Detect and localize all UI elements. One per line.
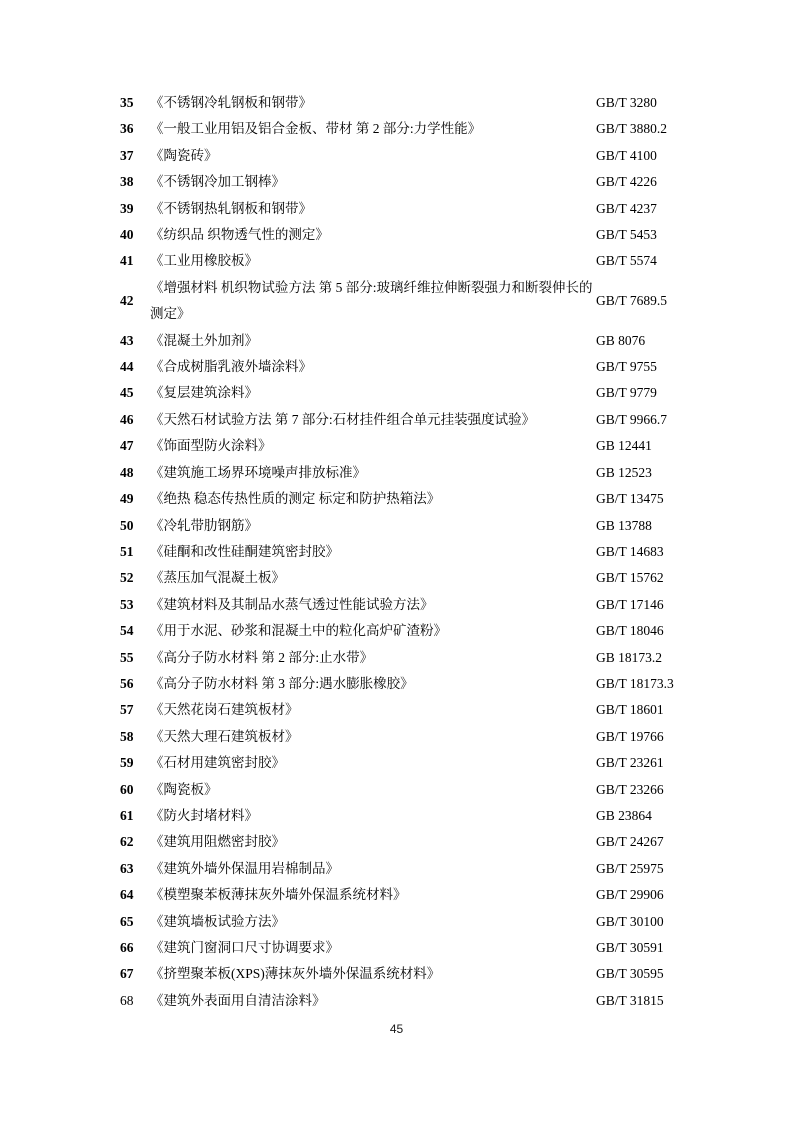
table-row [120,169,720,195]
standard-code: GB/T 30591 [596,940,664,955]
table-row [120,803,720,829]
table-row [120,724,720,750]
row-number: 42 [120,293,134,309]
page-number: 45 [389,1022,404,1036]
standard-code: GB 12523 [596,464,652,480]
standard-code: GB/T 18046 [596,623,664,639]
table-row [120,777,720,803]
standard-title: 《建筑用阻燃密封胶》 [150,834,285,850]
standard-code: GB 18173.2 [596,649,663,665]
standard-title: 《建筑外墙外保温用岩棉制品》 [150,860,339,876]
standard-code: GB/T 24267 [596,834,664,850]
table-row [120,460,720,486]
standard-title: 《饰面型防火涂料》 [150,438,272,454]
standard-code: GB/T 15762 [596,570,664,586]
standard-title: 《一般工业用铝及铝合金板、带材 第 2 部分:力学性能》 [150,121,482,137]
row-number: 36 [120,121,134,137]
standard-code: GB/T 3280 [596,95,657,110]
standard-title: 《增强材料 机织物试验方法 第 5 部分:玻璃纤维拉伸断裂强力和断裂伸长的测定》 [150,279,593,322]
row-number: 66 [120,940,134,955]
standard-title: 《绝热 稳态传热性质的测定 标定和防护热箱法》 [150,491,441,507]
row-number: 50 [120,517,134,533]
standard-title: 《混凝土外加剂》 [150,332,258,348]
standard-code: GB 23864 [596,807,652,823]
standard-title: 《天然花岗石建筑板材》 [150,702,299,718]
standard-code: GB/T 23261 [596,755,664,771]
standard-title: 《天然大理石建筑板材》 [150,728,299,744]
table-row [120,248,720,274]
table-row [120,433,720,459]
standard-code: GB/T 31815 [596,992,664,1008]
row-number: 68 [120,992,134,1008]
standards-list [120,90,720,1014]
standard-code: GB/T 4100 [596,147,657,163]
table-row [120,988,720,1014]
standard-title: 《高分子防水材料 第 2 部分:止水带》 [150,649,374,665]
standard-title: 《石材用建筑密封胶》 [150,755,285,771]
standard-code: GB/T 4226 [596,174,657,190]
row-number: 51 [120,543,134,559]
table-row [120,829,720,855]
table-row [120,697,720,723]
row-number: 47 [120,438,134,454]
standard-title: 《蒸压加气混凝土板》 [150,570,285,586]
standard-code: GB 13788 [596,517,652,533]
table-row [120,407,720,433]
table-row [120,222,720,248]
standard-title: 《建筑外表面用自清洁涂料》 [150,992,326,1008]
table-row [120,671,720,697]
standard-code: GB 12441 [596,438,652,454]
table-row [120,116,720,142]
standard-code: GB/T 5453 [596,227,657,243]
table-row [120,513,720,539]
row-number: 52 [120,570,134,586]
table-row [120,486,720,512]
row-number: 40 [120,227,134,243]
row-number: 38 [120,174,134,190]
row-number: 44 [120,359,134,375]
row-number: 48 [120,464,134,480]
row-number: 46 [120,411,134,427]
table-row [120,856,720,882]
row-number: 58 [120,728,134,744]
row-number: 60 [120,781,134,797]
standard-title: 《工业用橡胶板》 [150,253,258,269]
row-number: 56 [120,675,134,691]
standard-title: 《冷轧带肋钢筋》 [150,517,258,533]
table-row [120,539,720,565]
table-row [120,750,720,776]
standard-title: 《合成树脂乳液外墙涂料》 [150,359,312,375]
table-row [120,961,720,987]
page-footer [0,1020,793,1038]
row-number: 65 [120,913,134,929]
table-row [120,328,720,354]
row-number: 45 [120,385,134,401]
standard-code: GB/T 17146 [596,596,664,612]
standard-title: 《建筑门窗洞口尺寸协调要求》 [150,940,339,955]
row-number: 64 [120,887,134,903]
standard-code: GB/T 9755 [596,359,657,375]
standard-code: GB/T 9779 [596,385,657,401]
row-number: 62 [120,834,134,850]
table-row [120,882,720,908]
standard-title: 《建筑墙板试验方法》 [150,913,285,929]
standard-code: GB/T 3880.2 [596,121,668,137]
standard-title: 《不锈钢冷轧钢板和钢带》 [150,95,312,110]
standard-title: 《高分子防水材料 第 3 部分:遇水膨胀橡胶》 [150,675,414,691]
row-number: 37 [120,147,134,163]
table-row [120,935,720,961]
row-number: 61 [120,807,134,823]
table-row [120,143,720,169]
row-number: 41 [120,253,134,269]
row-number: 63 [120,860,134,876]
row-number: 53 [120,596,134,612]
row-number: 55 [120,649,134,665]
row-number: 39 [120,200,134,216]
standard-title: 《复层建筑涂料》 [150,385,258,401]
row-number: 43 [120,332,134,348]
standard-code: GB/T 14683 [596,543,664,559]
standard-code: GB/T 13475 [596,491,664,507]
row-number: 49 [120,491,134,507]
standard-code: GB/T 25975 [596,860,664,876]
standard-code: GB/T 18173.3 [596,675,674,691]
table-row [120,196,720,222]
standard-title: 《陶瓷砖》 [150,147,218,163]
row-number: 67 [120,966,134,982]
row-number: 57 [120,702,134,718]
row-number: 35 [120,95,134,110]
standard-code: GB/T 29906 [596,887,664,903]
table-row [120,90,720,116]
table-row [120,909,720,935]
table-row [120,565,720,591]
standard-title: 《纺织品 织物透气性的测定》 [150,227,329,243]
table-row [120,275,720,328]
standard-title: 《天然石材试验方法 第 7 部分:石材挂件组合单元挂装强度试验》 [150,411,536,427]
standard-code: GB/T 30595 [596,966,664,982]
standard-code: GB/T 18601 [596,702,664,718]
standard-code: GB/T 4237 [596,200,657,216]
standard-title: 《建筑施工场界环境噪声排放标准》 [150,464,366,480]
row-number: 54 [120,623,134,639]
standard-code: GB/T 23266 [596,781,664,797]
standard-code: GB/T 30100 [596,913,664,929]
standard-title: 《模塑聚苯板薄抹灰外墙外保温系统材料》 [150,887,407,903]
standard-code: GB 8076 [596,332,646,348]
standard-title: 《用于水泥、砂浆和混凝土中的粒化高炉矿渣粉》 [150,623,447,639]
standard-code: GB/T 7689.5 [596,293,668,309]
standard-title: 《防火封堵材料》 [150,807,258,823]
standard-title: 《建筑材料及其制品水蒸气透过性能试验方法》 [150,596,434,612]
standard-code: GB/T 9966.7 [596,411,668,427]
standard-title: 《陶瓷板》 [150,781,218,797]
standard-title: 《不锈钢热轧钢板和钢带》 [150,200,312,216]
standard-code: GB/T 5574 [596,253,657,269]
standard-title: 《挤塑聚苯板(XPS)薄抹灰外墙外保温系统材料》 [150,966,441,982]
table-row [120,380,720,406]
standard-title: 《硅酮和改性硅酮建筑密封胶》 [150,543,339,559]
row-number: 59 [120,755,134,771]
table-row [120,645,720,671]
table-row [120,592,720,618]
table-row [120,618,720,644]
standard-title: 《不锈钢冷加工钢棒》 [150,174,285,190]
standard-code: GB/T 19766 [596,728,664,744]
table-row [120,354,720,380]
